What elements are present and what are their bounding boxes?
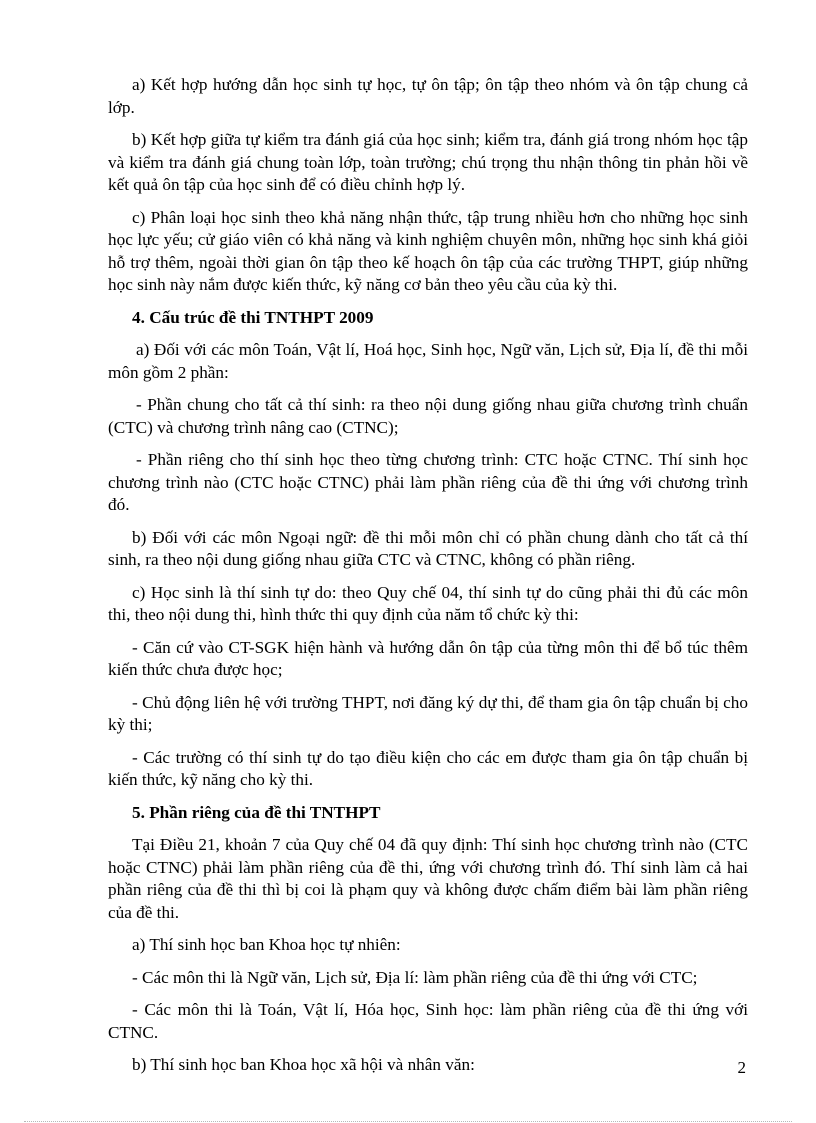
- paragraph-4c-1: - Căn cứ vào CT-SGK hiện hành và hướng dẫn ôn tập của từng môn thi để bổ túc thêm kiến thức chưa được học;: [108, 637, 748, 679]
- paragraph-4a-1: - Phần chung cho tất cả thí sinh: ra theo nội dung giống nhau giữa chương trình chuẩn (CTC) và chương trình nâng cao (CTNC);: [108, 395, 748, 437]
- paragraph-4a-2: - Phần riêng cho thí sinh học theo từng chương trình: CTC hoặc CTNC. Thí sinh học chương trình nào (CTC hoặc CTNC) phải làm phần riêng của đề thi ứng với chương trình đó.: [108, 450, 748, 514]
- paragraph-4c-2: - Chủ động liên hệ với trường THPT, nơi đăng ký dự thi, để tham gia ôn tập chuẩn bị cho kỳ thi;: [108, 692, 748, 734]
- paragraph-review-b: b) Kết hợp giữa tự kiểm tra đánh giá của học sinh; kiểm tra, đánh giá trong nhóm học tập và kiểm tra đánh giá chung toàn lớp, toàn trường; chú trọng thu nhận thông tin phản hồi về kết quả ôn tập của học sinh để có điều chỉnh hợp lý.: [108, 130, 748, 194]
- paragraph-5a: a) Thí sinh học ban Khoa học tự nhiên:: [132, 935, 401, 954]
- paragraph-4a: a) Đối với các môn Toán, Vật lí, Hoá học, Sinh học, Ngữ văn, Lịch sử, Địa lí, đề thi mỗi môn gồm 2 phần:: [108, 340, 748, 382]
- section-heading-5: 5. Phần riêng của đề thi TNTHPT: [132, 802, 381, 822]
- document-body: [108, 74, 748, 1087]
- paragraph-5: Tại Điều 21, khoản 7 của Quy chế 04 đã quy định: Thí sinh học chương trình nào (CTC hoặc CTNC) phải làm phần riêng của đề thi, ứng với chương trình đó. Thí sinh làm cả hai phần riêng của đề thi thì bị coi là phạm quy và không được chấm điểm bài làm phần riêng của đề thi.: [108, 835, 748, 922]
- page-number: 2: [737, 1058, 746, 1077]
- paragraph-review-c: c) Phân loại học sinh theo khả năng nhận thức, tập trung nhiều hơn cho những học sinh học lực yếu; cử giáo viên có khả năng và kinh nghiệm chuyên môn, những học sinh khá giỏi hỗ trợ thêm, ngoài thời gian ôn tập theo kế hoạch ôn tập của các trường THPT, giúp những học sinh này nắm được kiến thức, kỹ năng cơ bản theo yêu cầu của kỳ thi.: [108, 207, 748, 294]
- page-bottom-rule: [24, 1121, 792, 1122]
- paragraph-4c-3: - Các trường có thí sinh tự do tạo điều kiện cho các em được tham gia ôn tập chuẩn bị kiến thức, kỹ năng cho kỳ thi.: [108, 747, 748, 789]
- paragraph-review-a: a) Kết hợp hướng dẫn học sinh tự học, tự ôn tập; ôn tập theo nhóm và ôn tập chung cả lớp.: [108, 75, 748, 117]
- section-heading-4: 4. Cấu trúc đề thi TNTHPT 2009: [132, 307, 374, 327]
- paragraph-5a-2: - Các môn thi là Toán, Vật lí, Hóa học, Sinh học: làm phần riêng của đề thi ứng với CTNC.: [108, 1000, 748, 1042]
- paragraph-5b: b) Thí sinh học ban Khoa học xã hội và nhân văn:: [132, 1055, 475, 1074]
- paragraph-5a-1: - Các môn thi là Ngữ văn, Lịch sử, Địa lí: làm phần riêng của đề thi ứng với CTC;: [132, 967, 698, 987]
- paragraph-4c: c) Học sinh là thí sinh tự do: theo Quy chế 04, thí sinh tự do cũng phải thi đủ các môn thi, theo nội dung thi, hình thức thi quy định của năm tổ chức kỳ thi:: [108, 582, 748, 624]
- paragraph-4b: b) Đối với các môn Ngoại ngữ: đề thi mỗi môn chỉ có phần chung dành cho tất cả thí sinh, ra theo nội dung giống nhau giữa CTC và CTNC, không có phần riêng.: [108, 527, 748, 569]
